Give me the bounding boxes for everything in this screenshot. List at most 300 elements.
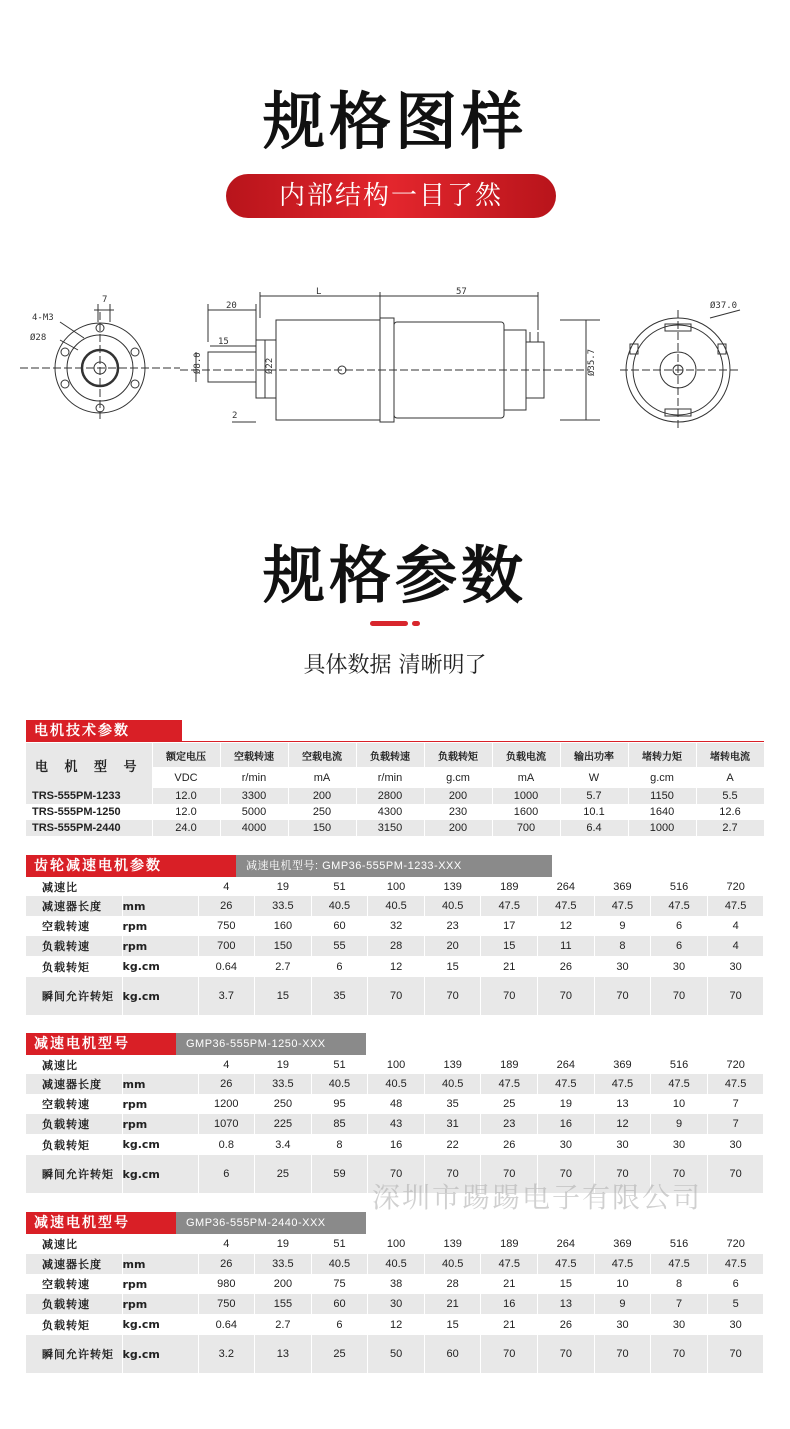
value-cell: 95: [311, 1094, 368, 1114]
value-cell: 0.8: [198, 1134, 255, 1155]
value-cell: 4000: [220, 820, 288, 836]
value-cell: 139: [424, 877, 481, 896]
value-cell: 21: [481, 956, 538, 977]
value-cell: 8: [311, 1134, 368, 1155]
value-cell: 516: [651, 1234, 708, 1254]
table-row: [26, 1074, 764, 1094]
value-cell: 70: [538, 1155, 595, 1193]
value-cell: 160: [255, 916, 312, 936]
value-cell: 189: [481, 1055, 538, 1074]
value-cell: 23: [424, 916, 481, 936]
value-cell: 51: [311, 1234, 368, 1254]
gear-model-2: GMP36-555PM-1250-XXX: [176, 1033, 366, 1055]
row-unit: rpm: [122, 1274, 198, 1294]
model-cell: TRS-555PM-1250: [26, 804, 152, 820]
value-cell: 15: [424, 1314, 481, 1335]
value-cell: 250: [288, 804, 356, 820]
params-subtitle: 具体数据 清晰明了: [303, 653, 487, 678]
value-cell: 70: [594, 977, 651, 1015]
value-cell: 70: [651, 1155, 708, 1193]
motor-section-tag: 电机技术参数: [26, 720, 182, 742]
value-cell: 70: [707, 977, 764, 1015]
gear-model-3: GMP36-555PM-2440-XXX: [176, 1212, 366, 1234]
value-cell: 30: [707, 1314, 764, 1335]
row-label: 负载转矩: [26, 1134, 122, 1155]
value-cell: 24.0: [152, 820, 220, 836]
unit-cell: r/min: [356, 767, 424, 788]
value-cell: 19: [255, 877, 312, 896]
value-cell: 70: [538, 977, 595, 1015]
row-unit: mm: [122, 1074, 198, 1094]
value-cell: 15: [538, 1274, 595, 1294]
value-cell: 12: [368, 1314, 425, 1335]
value-cell: 750: [198, 1294, 255, 1314]
value-cell: 6: [707, 1274, 764, 1294]
value-cell: 150: [255, 936, 312, 956]
value-cell: 19: [538, 1094, 595, 1114]
value-cell: 30: [707, 1134, 764, 1155]
rear-view: [620, 310, 740, 430]
header-output-power: 输出功率: [560, 743, 628, 767]
value-cell: 19: [255, 1055, 312, 1074]
value-cell: 43: [368, 1114, 425, 1134]
value-cell: 35: [424, 1094, 481, 1114]
value-cell: 47.5: [481, 896, 538, 916]
value-cell: 8: [651, 1274, 708, 1294]
gear-table-1: [26, 877, 764, 1015]
value-cell: 1000: [628, 820, 696, 836]
value-cell: 10: [594, 1274, 651, 1294]
value-cell: 7: [707, 1094, 764, 1114]
value-cell: 21: [481, 1314, 538, 1335]
value-cell: 12: [538, 916, 595, 936]
value-cell: 250: [255, 1094, 312, 1114]
value-cell: 60: [311, 1294, 368, 1314]
value-cell: 6: [651, 916, 708, 936]
value-cell: 30: [594, 1134, 651, 1155]
row-unit: [122, 877, 198, 896]
value-cell: 1070: [198, 1114, 255, 1134]
model-cell: TRS-555PM-2440: [26, 820, 152, 836]
value-cell: 1000: [492, 788, 560, 804]
value-cell: 21: [481, 1274, 538, 1294]
value-cell: 9: [594, 1294, 651, 1314]
value-cell: 70: [481, 977, 538, 1015]
row-label: 减速器长度: [26, 896, 122, 916]
row-label: 瞬间允许转矩: [26, 1155, 122, 1193]
divider-dash: [370, 621, 408, 626]
value-cell: 6: [311, 956, 368, 977]
value-cell: 16: [368, 1134, 425, 1155]
value-cell: 4300: [356, 804, 424, 820]
value-cell: 750: [198, 916, 255, 936]
gear-table-3: [26, 1234, 764, 1373]
unit-cell: mA: [492, 767, 560, 788]
value-cell: 70: [538, 1335, 595, 1373]
value-cell: 12.6: [696, 804, 764, 820]
value-cell: 700: [198, 936, 255, 956]
value-cell: 25: [255, 1155, 312, 1193]
value-cell: 9: [594, 916, 651, 936]
dim-15: 15: [218, 337, 229, 347]
value-cell: 85: [311, 1114, 368, 1134]
value-cell: 1200: [198, 1094, 255, 1114]
value-cell: 3.2: [198, 1335, 255, 1373]
row-label: 负载转矩: [26, 1314, 122, 1335]
value-cell: 17: [481, 916, 538, 936]
value-cell: 31: [424, 1114, 481, 1134]
table-row: [26, 956, 764, 977]
value-cell: 4: [707, 936, 764, 956]
value-cell: 30: [538, 1134, 595, 1155]
value-cell: 47.5: [594, 896, 651, 916]
value-cell: 50: [368, 1335, 425, 1373]
value-cell: 22: [424, 1134, 481, 1155]
table-row: [26, 877, 764, 896]
dim-d28: Ø28: [30, 333, 47, 343]
row-unit: rpm: [122, 936, 198, 956]
value-cell: 100: [368, 1234, 425, 1254]
model-header: 电 机 型 号: [26, 743, 152, 788]
model-cell: TRS-555PM-1233: [26, 788, 152, 804]
value-cell: 26: [481, 1134, 538, 1155]
value-cell: 70: [594, 1335, 651, 1373]
value-cell: 1640: [628, 804, 696, 820]
value-cell: 33.5: [255, 1254, 312, 1274]
value-cell: 30: [594, 956, 651, 977]
value-cell: 30: [707, 956, 764, 977]
value-cell: 47.5: [538, 1074, 595, 1094]
value-cell: 12.0: [152, 804, 220, 820]
value-cell: 23: [481, 1114, 538, 1134]
value-cell: 47.5: [594, 1254, 651, 1274]
value-cell: 40.5: [368, 896, 425, 916]
gear-section-tag-3: 减速电机型号: [26, 1212, 176, 1234]
value-cell: 516: [651, 877, 708, 896]
value-cell: 15: [255, 977, 312, 1015]
value-cell: 139: [424, 1234, 481, 1254]
unit-cell: A: [696, 767, 764, 788]
value-cell: 70: [651, 977, 708, 1015]
table-row: [26, 1335, 764, 1373]
table-row: [26, 1234, 764, 1254]
header-noload-current: 空载电流: [288, 743, 356, 767]
value-cell: 40.5: [311, 896, 368, 916]
table-row: [26, 1114, 764, 1134]
dim-20: 20: [226, 301, 237, 311]
value-cell: 70: [707, 1335, 764, 1373]
value-cell: 369: [594, 1234, 651, 1254]
value-cell: 40.5: [311, 1254, 368, 1274]
value-cell: 16: [538, 1114, 595, 1134]
row-label: 空载转速: [26, 916, 122, 936]
value-cell: 189: [481, 1234, 538, 1254]
value-cell: 2800: [356, 788, 424, 804]
side-view: [180, 292, 600, 422]
value-cell: 3.7: [198, 977, 255, 1015]
value-cell: 10.1: [560, 804, 628, 820]
unit-cell: W: [560, 767, 628, 788]
motor-spec-table: [26, 743, 765, 836]
value-cell: 720: [707, 1234, 764, 1254]
row-unit: [122, 1055, 198, 1074]
value-cell: 47.5: [707, 1074, 764, 1094]
value-cell: 26: [198, 1254, 255, 1274]
row-label: 减速比: [26, 1055, 122, 1074]
value-cell: 40.5: [368, 1254, 425, 1274]
value-cell: 7: [707, 1114, 764, 1134]
value-cell: 4: [198, 877, 255, 896]
value-cell: 40.5: [368, 1074, 425, 1094]
row-label: 减速比: [26, 877, 122, 896]
value-cell: 26: [198, 1074, 255, 1094]
value-cell: 150: [288, 820, 356, 836]
value-cell: 20: [424, 936, 481, 956]
value-cell: 7: [651, 1294, 708, 1314]
row-label: 空载转速: [26, 1274, 122, 1294]
dim-l: L: [316, 287, 322, 297]
value-cell: 47.5: [538, 896, 595, 916]
table-row: [26, 788, 764, 804]
row-label: 减速器长度: [26, 1074, 122, 1094]
unit-cell: g.cm: [628, 767, 696, 788]
table-row: [26, 820, 764, 836]
value-cell: 70: [368, 977, 425, 1015]
dim-d35-7: Ø35.7: [587, 348, 597, 376]
value-cell: 19: [255, 1234, 312, 1254]
value-cell: 75: [311, 1274, 368, 1294]
value-cell: 47.5: [651, 896, 708, 916]
value-cell: 200: [255, 1274, 312, 1294]
value-cell: 6: [198, 1155, 255, 1193]
value-cell: 40.5: [424, 1254, 481, 1274]
value-cell: 25: [311, 1335, 368, 1373]
value-cell: 12.0: [152, 788, 220, 804]
value-cell: 225: [255, 1114, 312, 1134]
value-cell: 47.5: [481, 1254, 538, 1274]
value-cell: 369: [594, 877, 651, 896]
row-label: 减速比: [26, 1234, 122, 1254]
value-cell: 189: [481, 877, 538, 896]
dim-d8: Ø8.0: [193, 352, 203, 374]
dim-d37: Ø37.0: [710, 301, 738, 311]
row-unit: rpm: [122, 1094, 198, 1114]
value-cell: 55: [311, 936, 368, 956]
value-cell: 70: [424, 977, 481, 1015]
table-row: [26, 1274, 764, 1294]
row-unit: mm: [122, 896, 198, 916]
dim-d22: Ø22: [265, 357, 275, 374]
table-row: [26, 1055, 764, 1074]
gear-model-1: 减速电机型号: GMP36-555PM-1233-XXX: [236, 855, 552, 877]
value-cell: 70: [594, 1155, 651, 1193]
value-cell: 720: [707, 877, 764, 896]
value-cell: 47.5: [594, 1074, 651, 1094]
dim-2: 2: [232, 411, 238, 421]
table-row: [26, 1314, 764, 1335]
value-cell: 5.5: [696, 788, 764, 804]
value-cell: 3150: [356, 820, 424, 836]
table-row: [26, 977, 764, 1015]
gear-section-tag-2: 减速电机型号: [26, 1033, 176, 1055]
value-cell: 70: [481, 1155, 538, 1193]
value-cell: 2.7: [696, 820, 764, 836]
row-unit: kg.cm: [122, 1314, 198, 1335]
value-cell: 6.4: [560, 820, 628, 836]
value-cell: 15: [481, 936, 538, 956]
gear-table-2: [26, 1055, 764, 1193]
value-cell: 516: [651, 1055, 708, 1074]
table-row: [26, 936, 764, 956]
unit-cell: VDC: [152, 767, 220, 788]
value-cell: 2.7: [255, 1314, 312, 1335]
value-cell: 70: [424, 1155, 481, 1193]
value-cell: 6: [311, 1314, 368, 1335]
dim-4m3: 4-M3: [32, 313, 54, 323]
value-cell: 35: [311, 977, 368, 1015]
value-cell: 51: [311, 1055, 368, 1074]
value-cell: 0.64: [198, 956, 255, 977]
value-cell: 2.7: [255, 956, 312, 977]
value-cell: 47.5: [481, 1074, 538, 1094]
row-unit: rpm: [122, 1294, 198, 1314]
row-unit: kg.cm: [122, 977, 198, 1015]
table-row: [26, 1094, 764, 1114]
row-unit: [122, 1234, 198, 1254]
row-label: 瞬间允许转矩: [26, 1335, 122, 1373]
value-cell: 28: [368, 936, 425, 956]
value-cell: 720: [707, 1055, 764, 1074]
table-row: [26, 804, 764, 820]
value-cell: 10: [651, 1094, 708, 1114]
value-cell: 8: [594, 936, 651, 956]
header-stall-current: 堵转电流: [696, 743, 764, 767]
row-unit: rpm: [122, 1114, 198, 1134]
row-unit: kg.cm: [122, 956, 198, 977]
value-cell: 60: [311, 916, 368, 936]
value-cell: 139: [424, 1055, 481, 1074]
value-cell: 60: [424, 1335, 481, 1373]
value-cell: 3300: [220, 788, 288, 804]
value-cell: 1150: [628, 788, 696, 804]
value-cell: 47.5: [707, 1254, 764, 1274]
value-cell: 26: [538, 956, 595, 977]
value-cell: 0.64: [198, 1314, 255, 1335]
row-label: 瞬间允许转矩: [26, 977, 122, 1015]
row-label: 负载转矩: [26, 956, 122, 977]
value-cell: 5: [707, 1294, 764, 1314]
value-cell: 32: [368, 916, 425, 936]
value-cell: 200: [288, 788, 356, 804]
header-load-torque: 负载转矩: [424, 743, 492, 767]
value-cell: 264: [538, 1234, 595, 1254]
value-cell: 13: [594, 1094, 651, 1114]
table-row: [26, 1254, 764, 1274]
value-cell: 13: [538, 1294, 595, 1314]
value-cell: 200: [424, 820, 492, 836]
value-cell: 47.5: [707, 896, 764, 916]
value-cell: 40.5: [424, 1074, 481, 1094]
motor-section-rule: [182, 741, 764, 742]
page-title-drawing: 规格图样: [262, 85, 527, 158]
value-cell: 16: [481, 1294, 538, 1314]
row-unit: rpm: [122, 916, 198, 936]
value-cell: 33.5: [255, 896, 312, 916]
value-cell: 30: [651, 956, 708, 977]
divider-dot: [412, 621, 420, 626]
motor-technical-drawing: [20, 282, 770, 442]
value-cell: 6: [651, 936, 708, 956]
value-cell: 30: [368, 1294, 425, 1314]
row-label: 负载转速: [26, 1294, 122, 1314]
value-cell: 30: [651, 1134, 708, 1155]
value-cell: 1600: [492, 804, 560, 820]
value-cell: 12: [594, 1114, 651, 1134]
value-cell: 70: [368, 1155, 425, 1193]
value-cell: 30: [651, 1314, 708, 1335]
value-cell: 48: [368, 1094, 425, 1114]
value-cell: 4: [198, 1055, 255, 1074]
unit-cell: g.cm: [424, 767, 492, 788]
value-cell: 47.5: [651, 1254, 708, 1274]
value-cell: 38: [368, 1274, 425, 1294]
value-cell: 700: [492, 820, 560, 836]
value-cell: 100: [368, 877, 425, 896]
value-cell: 5000: [220, 804, 288, 820]
value-cell: 230: [424, 804, 492, 820]
value-cell: 30: [594, 1314, 651, 1335]
value-cell: 155: [255, 1294, 312, 1314]
value-cell: 5.7: [560, 788, 628, 804]
value-cell: 15: [424, 956, 481, 977]
row-unit: mm: [122, 1254, 198, 1274]
unit-cell: r/min: [220, 767, 288, 788]
value-cell: 264: [538, 1055, 595, 1074]
value-cell: 70: [481, 1335, 538, 1373]
value-cell: 980: [198, 1274, 255, 1294]
value-cell: 3.4: [255, 1134, 312, 1155]
value-cell: 11: [538, 936, 595, 956]
value-cell: 4: [198, 1234, 255, 1254]
value-cell: 70: [651, 1335, 708, 1373]
structure-pill: 内部结构一目了然: [226, 174, 556, 218]
value-cell: 12: [368, 956, 425, 977]
value-cell: 264: [538, 877, 595, 896]
dim-57: 57: [456, 287, 467, 297]
row-unit: kg.cm: [122, 1335, 198, 1373]
value-cell: 26: [538, 1314, 595, 1335]
value-cell: 70: [707, 1155, 764, 1193]
value-cell: 51: [311, 877, 368, 896]
value-cell: 47.5: [538, 1254, 595, 1274]
page-title-params: 规格参数: [262, 539, 527, 612]
value-cell: 9: [651, 1114, 708, 1134]
header-load-speed: 负载转速: [356, 743, 424, 767]
header-rated-voltage: 额定电压: [152, 743, 220, 767]
value-cell: 33.5: [255, 1074, 312, 1094]
row-unit: kg.cm: [122, 1134, 198, 1155]
table-row: [26, 1134, 764, 1155]
value-cell: 200: [424, 788, 492, 804]
company-watermark: 深圳市踢踢电子有限公司: [372, 1181, 703, 1214]
value-cell: 25: [481, 1094, 538, 1114]
value-cell: 369: [594, 1055, 651, 1074]
row-label: 减速器长度: [26, 1254, 122, 1274]
value-cell: 21: [424, 1294, 481, 1314]
gear-section-tag-1: 齿轮减速电机参数: [26, 855, 236, 877]
dim-7: 7: [102, 295, 108, 305]
header-load-current: 负载电流: [492, 743, 560, 767]
